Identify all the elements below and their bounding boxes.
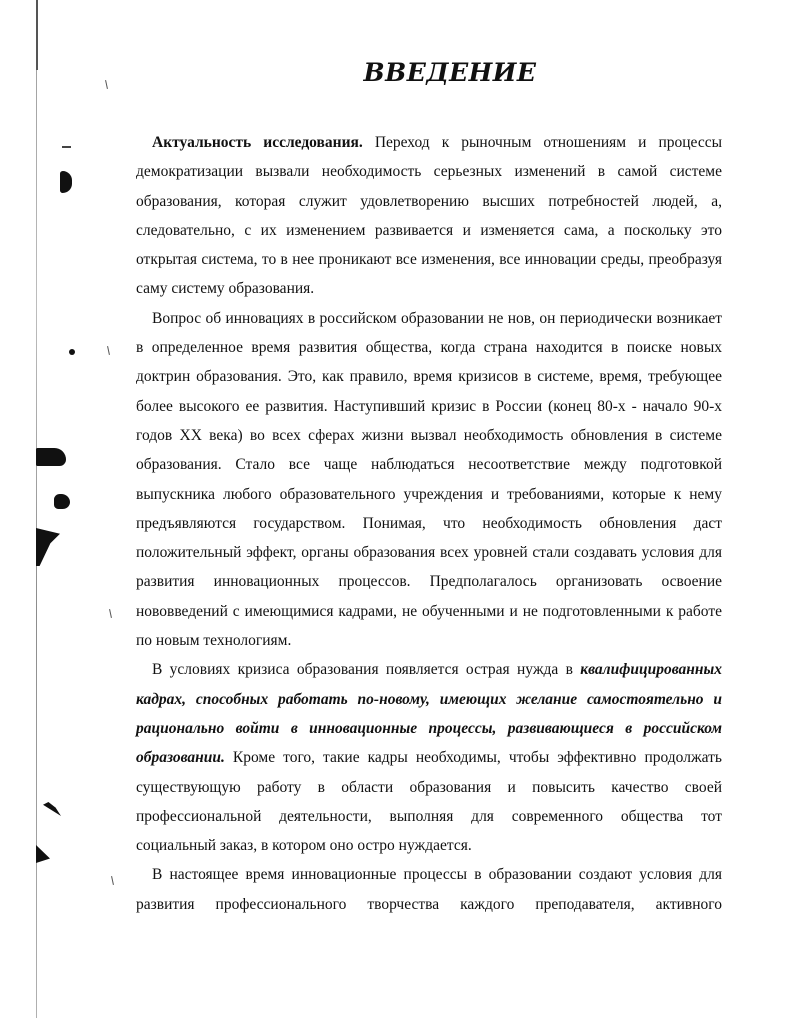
paragraph-emphasis: квалифицированных кадрах, способных работать по-новому, имеющих желание самостоятельно и рационально войти в инновационные процессы, развивающиеся в российском образовании. xyxy=(136,661,722,767)
paragraph-text: В условиях кризиса образования появляется острая нужда в xyxy=(152,661,581,679)
scan-binding-edge xyxy=(36,0,37,1018)
paragraph-relevance xyxy=(136,128,722,304)
scan-blot xyxy=(54,494,70,509)
document-body xyxy=(136,128,722,919)
scan-blot xyxy=(36,528,60,566)
paragraph-text: Кроме того, такие кадры необходимы, чтобы эффективно продолжать существующую работу в области образования и повысить качество своей профессиональной деятельности, выполняя для современного общества тот социальный заказ, в котором оно остро нуждается. xyxy=(136,749,722,855)
scan-blot xyxy=(36,845,50,863)
paragraph-text: Переход к рыночным отношениям и процессы демократизации вызвали необходимость серьезных изменений в самой системе образования, которая служит удовлетворению высших потребностей людей, а, следовательно, с их изменением развивается и изменяется сама, а поскольку это открытая система, то в нее проникают все изменения, все инновации среды, преобразуя саму систему образования. xyxy=(136,134,722,298)
scan-blot xyxy=(62,146,71,148)
scan-blot xyxy=(43,802,61,816)
paragraph-current-time xyxy=(136,860,722,919)
scan-blot xyxy=(36,448,66,466)
scan-tick-mark xyxy=(107,346,110,355)
scan-tick-mark xyxy=(109,609,112,618)
paragraph-text: Вопрос об инновациях в российском образовании не нов, он периодически возникает в определенное время развития общества, когда страна находится в поиске новых доктрин образования. Это, как правило, время кризисов в системе, время, требующее более высокого ее развития. Наступивший кризис в России (конец 80-х - начало 90-х годов XX века) во всех сферах жизни вызвал необходимость обновления в системе образования. Стало все чаще наблюдаться несоответствие между подготовкой выпускника любого образовательного учреждения и требованиями, которые к нему предъявляются государством. Понимая, что необходимость обновления даст положительный эффект, органы образования всех уровней стали создавать условия для развития инновационных процессов. Предполагалось организовать освоение нововведений с имеющимися кадрами, не обученными и не подготовленными к работе по новым технологиям. xyxy=(136,309,722,650)
paragraph-text: В настоящее время инновационные процессы в образовании создают условия для развития профессионального творчества каждого преподавателя, активного xyxy=(136,866,722,913)
paragraph-lead-heading: Актуальность исследования. xyxy=(152,134,363,151)
scan-tick-mark xyxy=(111,876,114,885)
scan-blot xyxy=(60,171,72,193)
scan-blot xyxy=(69,349,75,355)
paragraph-qualified-staff xyxy=(136,655,722,860)
page-title: ВВЕДЕНИЕ xyxy=(363,58,537,87)
paragraph-innovation-history xyxy=(136,304,722,656)
